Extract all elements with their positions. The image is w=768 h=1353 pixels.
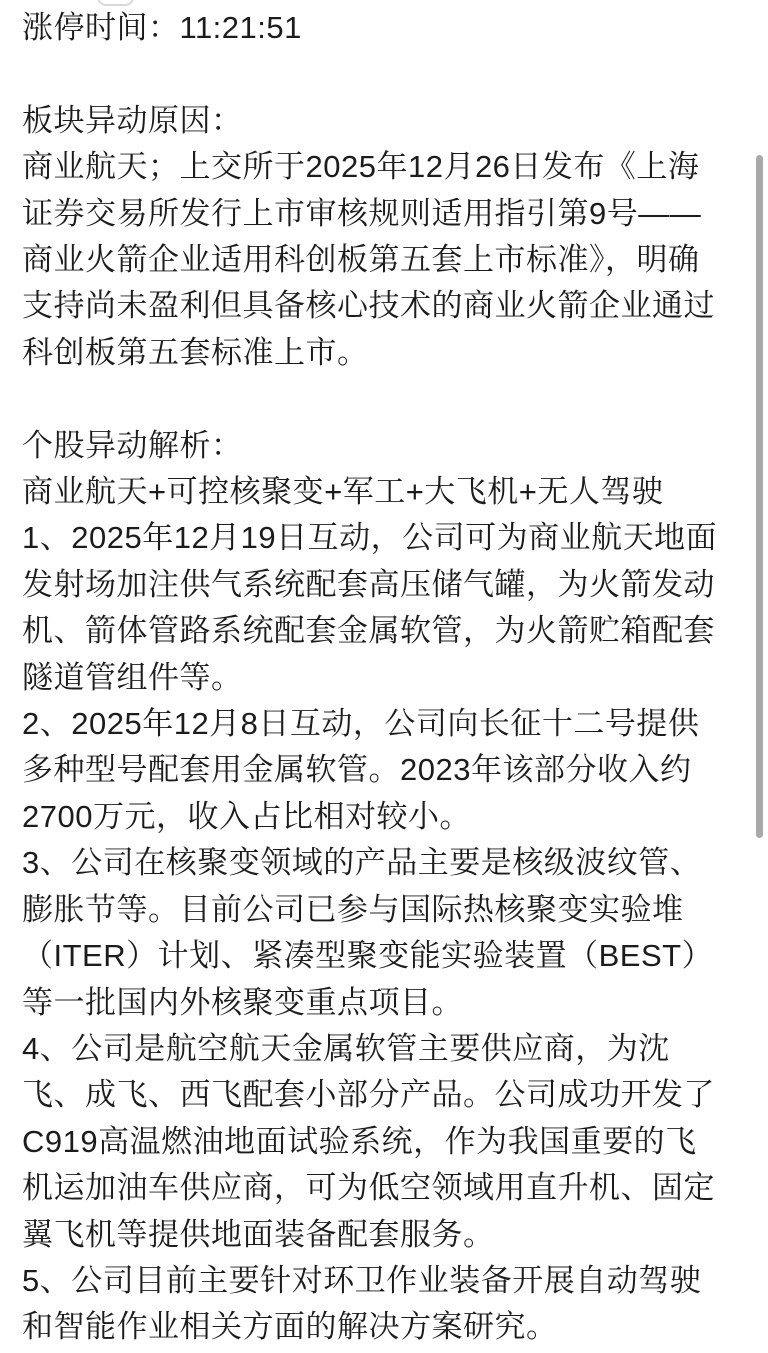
- stock-analysis-line: 膨胀节等。目前公司已参与国际热核聚变实验堆: [22, 891, 684, 927]
- stock-analysis-line: 4、公司是航空航天金属软管主要供应商，为沈: [22, 1030, 670, 1066]
- stock-analysis-line: 机、箭体管路系统配套金属软管，为火箭贮箱配套: [22, 613, 715, 649]
- scrollbar-thumb[interactable]: [756, 155, 763, 838]
- stock-analysis-line: 飞、成飞、西飞配套小部分产品。公司成功开发了: [22, 1077, 715, 1113]
- stock-analysis-line: 3、公司在核聚变领域的产品主要是核级波纹管、: [22, 845, 702, 881]
- blank-line: [22, 376, 746, 422]
- blank-line: [22, 51, 746, 97]
- section-header-sector-reason: 板块异动原因：: [22, 102, 243, 138]
- stock-analysis-line: 5、公司目前主要针对环卫作业装备开展自动驾驶: [22, 1262, 702, 1298]
- sector-reason-line: 商业火箭企业适用科创板第五套上市标准》，明确: [22, 242, 700, 278]
- stock-analysis-line: 2700万元，收入占比相对较小。: [22, 798, 471, 834]
- sector-reason-line: 科创板第五套标准上市。: [22, 334, 369, 370]
- section-header-stock-analysis: 个股异动解析：: [22, 427, 243, 463]
- stock-analysis-line: C919高温燃油地面试验系统，作为我国重要的飞: [22, 1123, 697, 1159]
- stock-analysis-line: 和智能作业相关方面的解决方案研究。: [22, 1309, 558, 1345]
- stock-analysis-line: 多种型号配套用金属软管。2023年该部分收入约: [22, 752, 692, 788]
- stock-analysis-line: 2、2025年12月8日互动，公司向长征十二号提供: [22, 706, 700, 742]
- sector-reason-line: 支持尚未盈利但具备核心技术的商业火箭企业通过: [22, 288, 715, 324]
- stock-analysis-line: 隧道管组件等。: [22, 659, 243, 695]
- stock-analysis-line: 机运加油车供应商，可为低空领域用直升机、固定: [22, 1170, 715, 1206]
- stock-analysis-line: 翼飞机等提供地面装备配套服务。: [22, 1216, 495, 1252]
- stock-analysis-line: 1、2025年12月19日互动，公司可为商业航天地面: [22, 520, 718, 556]
- sector-reason-line: 证券交易所发行上市审核规则适用指引第9号——: [22, 195, 702, 231]
- alert-text-block: [22, 5, 746, 1351]
- limit-up-time: 涨停时间：11:21:51: [22, 10, 302, 45]
- stock-analysis-line: 等一批国内外核聚变重点项目。: [22, 984, 463, 1020]
- stock-analysis-line: （ITER）计划、紧凑型聚变能实验装置（BEST）: [22, 938, 714, 974]
- stock-analysis-line: 发射场加注供气系统配套高压储气罐，为火箭发动: [22, 566, 715, 602]
- sector-reason-line: 商业航天；上交所于2025年12月26日发布《上海: [22, 149, 700, 185]
- concepts-line: 商业航天+可控核聚变+军工+大飞机+无人驾驶: [22, 474, 664, 510]
